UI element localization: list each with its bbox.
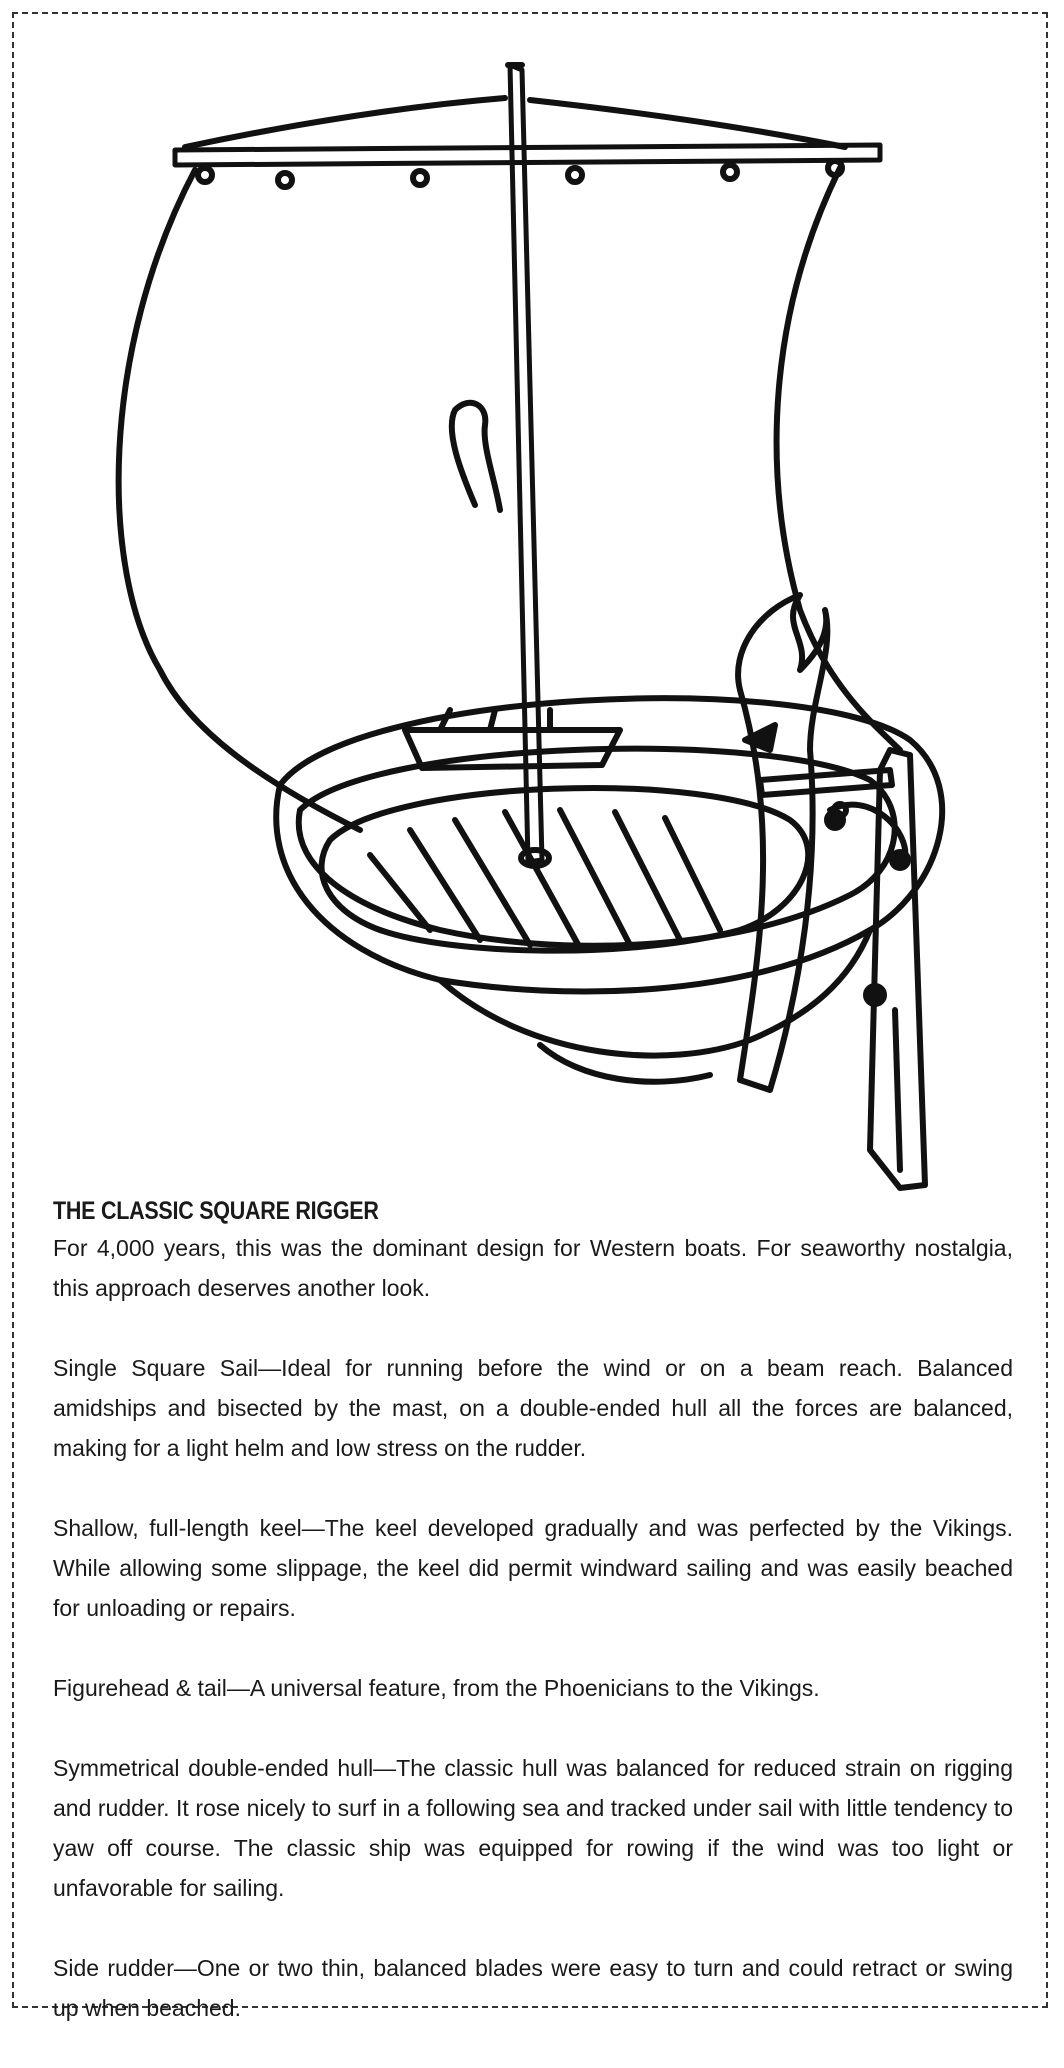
article-title: THE CLASSIC SQUARE RIGGER — [53, 1197, 379, 1225]
paragraph-side-rudder: Side rudder—One or two thin, balanced blades were easy to turn and could retract or swing up when beached. — [53, 1955, 1013, 2021]
paragraph-figurehead: Figurehead & tail—A universal feature, from the Phoenicians to the Vikings. — [53, 1675, 820, 1701]
square-rigger-ship-drawing — [110, 50, 950, 1200]
article-intro: For 4,000 years, this was the dominant design for Western boats. For seaworthy nostalgia, this approach deserves another look. — [53, 1235, 1013, 1301]
paragraph-square-sail: Single Square Sail—Ideal for running before the wind or on a beam reach. Balanced amidships and bisected by the mast, on a double-ended hull all the forces are balanced, making for a light helm and low stress on the rudder. — [53, 1355, 1013, 1461]
paragraph-hull: Symmetrical double-ended hull—The classic hull was balanced for reduced strain on rigging and rudder. It rose nicely to surf in a following sea and tracked under sail with little tendency to yaw off course. The classic ship was equipped for rowing if the wind was too light or unfavorable for sailing. — [53, 1755, 1013, 1901]
paragraph-keel: Shallow, full-length keel—The keel developed gradually and was perfected by the Vikings. While allowing some slippage, the keel did permit windward sailing and was easily beached for unloading or repairs. — [53, 1515, 1013, 1621]
article-text — [53, 1197, 1013, 2068]
